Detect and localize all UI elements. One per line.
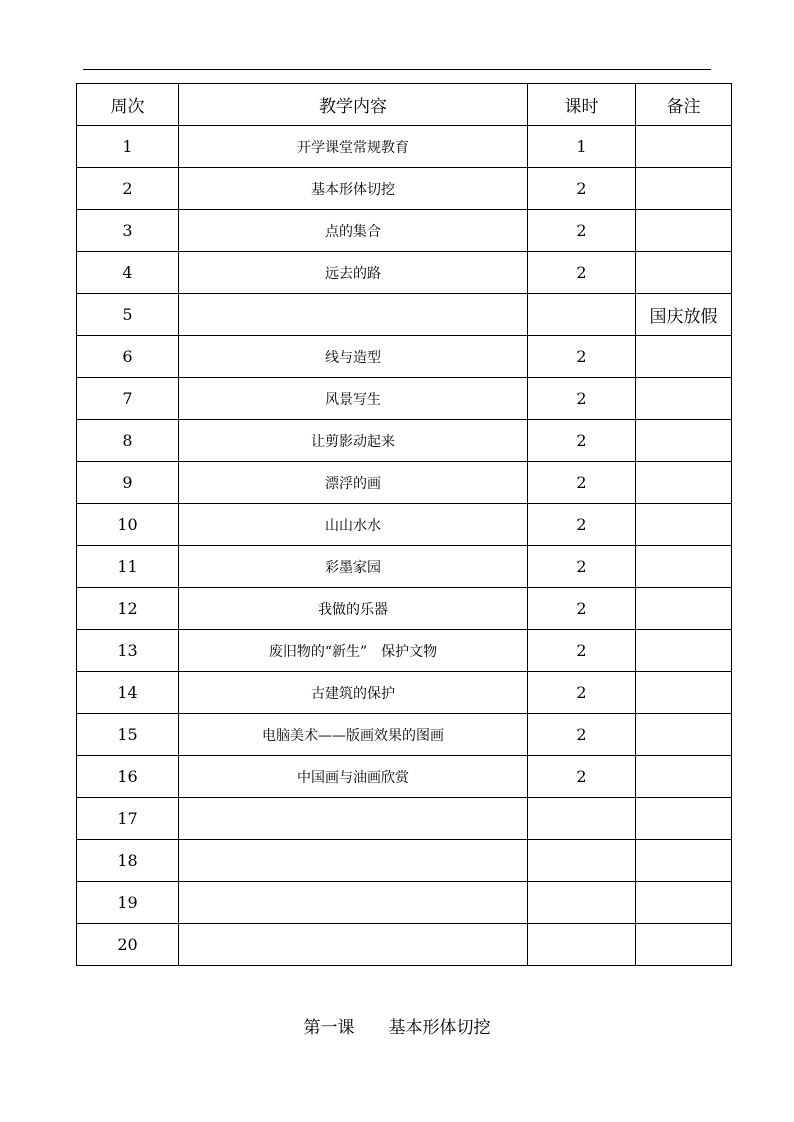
table-row: [77, 798, 732, 840]
note-cell: [636, 252, 732, 294]
table-row: [77, 840, 732, 882]
table-row: [77, 882, 732, 924]
content-cell: 漂浮的画: [179, 462, 528, 504]
hours-cell: 2: [528, 378, 636, 420]
week-cell: 12: [77, 588, 179, 630]
week-cell: 6: [77, 336, 179, 378]
hours-cell: 2: [528, 336, 636, 378]
week-cell: 9: [77, 462, 179, 504]
week-cell: 7: [77, 378, 179, 420]
header-content: 教学内容: [179, 84, 528, 126]
table-row: [77, 336, 732, 378]
note-cell: [636, 546, 732, 588]
note-cell: [636, 378, 732, 420]
week-cell: 19: [77, 882, 179, 924]
note-cell: [636, 840, 732, 882]
week-cell: 13: [77, 630, 179, 672]
table-row: [77, 924, 732, 966]
table-row: [77, 504, 732, 546]
week-cell: 5: [77, 294, 179, 336]
note-cell: [636, 714, 732, 756]
table-row: [77, 714, 732, 756]
content-cell: [179, 294, 528, 336]
table-row: [77, 168, 732, 210]
week-cell: 8: [77, 420, 179, 462]
hours-cell: 1: [528, 126, 636, 168]
content-cell: 基本形体切挖: [179, 168, 528, 210]
content-cell: [179, 798, 528, 840]
hours-cell: 2: [528, 630, 636, 672]
table-row: [77, 420, 732, 462]
note-cell: [636, 630, 732, 672]
week-cell: 4: [77, 252, 179, 294]
hours-cell: 2: [528, 588, 636, 630]
table-row: [77, 630, 732, 672]
week-cell: 1: [77, 126, 179, 168]
content-cell: [179, 882, 528, 924]
hours-cell: 2: [528, 714, 636, 756]
content-cell: 开学课堂常规教育: [179, 126, 528, 168]
header-week: 周次: [77, 84, 179, 126]
hours-cell: 2: [528, 756, 636, 798]
header-note: 备注: [636, 84, 732, 126]
hours-cell: 2: [528, 672, 636, 714]
hours-cell: 2: [528, 462, 636, 504]
note-cell: [636, 168, 732, 210]
hours-cell: 2: [528, 546, 636, 588]
note-cell: [636, 420, 732, 462]
header-rule: [83, 69, 711, 70]
note-cell: [636, 336, 732, 378]
week-cell: 17: [77, 798, 179, 840]
hours-cell: 2: [528, 210, 636, 252]
content-cell: 废旧物的“新生” 保护文物: [179, 630, 528, 672]
table-row: [77, 462, 732, 504]
week-cell: 20: [77, 924, 179, 966]
note-cell: [636, 756, 732, 798]
week-cell: 15: [77, 714, 179, 756]
week-cell: 18: [77, 840, 179, 882]
header-hours: 课时: [528, 84, 636, 126]
note-cell: [636, 882, 732, 924]
hours-cell: [528, 798, 636, 840]
content-cell: 点的集合: [179, 210, 528, 252]
content-cell: [179, 924, 528, 966]
week-cell: 16: [77, 756, 179, 798]
table-row: [77, 294, 732, 336]
week-cell: 11: [77, 546, 179, 588]
hours-cell: [528, 294, 636, 336]
content-cell: 线与造型: [179, 336, 528, 378]
hours-cell: [528, 882, 636, 924]
note-cell: [636, 126, 732, 168]
content-cell: 风景写生: [179, 378, 528, 420]
week-cell: 14: [77, 672, 179, 714]
hours-cell: 2: [528, 504, 636, 546]
table-row: [77, 378, 732, 420]
note-cell: [636, 798, 732, 840]
lesson-heading: 第一课 基本形体切挖: [303, 1018, 491, 1038]
note-cell: [636, 672, 732, 714]
week-cell: 3: [77, 210, 179, 252]
content-cell: 让剪影动起来: [179, 420, 528, 462]
table-header-row: [77, 84, 732, 126]
note-cell: [636, 588, 732, 630]
content-cell: 山山水水: [179, 504, 528, 546]
hours-cell: [528, 840, 636, 882]
content-cell: 彩墨家园: [179, 546, 528, 588]
table-row: [77, 210, 732, 252]
content-cell: [179, 840, 528, 882]
schedule-table: [76, 83, 732, 966]
content-cell: 电脑美术——版画效果的图画: [179, 714, 528, 756]
note-cell: [636, 504, 732, 546]
week-cell: 2: [77, 168, 179, 210]
hours-cell: 2: [528, 420, 636, 462]
hours-cell: 2: [528, 168, 636, 210]
note-cell: [636, 924, 732, 966]
content-cell: 古建筑的保护: [179, 672, 528, 714]
week-cell: 10: [77, 504, 179, 546]
note-cell: 国庆放假: [636, 294, 732, 336]
schedule-body: [77, 126, 732, 966]
note-cell: [636, 462, 732, 504]
table-row: [77, 546, 732, 588]
note-cell: [636, 210, 732, 252]
hours-cell: 2: [528, 252, 636, 294]
table-row: [77, 588, 732, 630]
content-cell: 远去的路: [179, 252, 528, 294]
table-row: [77, 756, 732, 798]
table-row: [77, 672, 732, 714]
table-row: [77, 252, 732, 294]
table-row: [77, 126, 732, 168]
content-cell: 中国画与油画欣赏: [179, 756, 528, 798]
hours-cell: [528, 924, 636, 966]
content-cell: 我做的乐器: [179, 588, 528, 630]
